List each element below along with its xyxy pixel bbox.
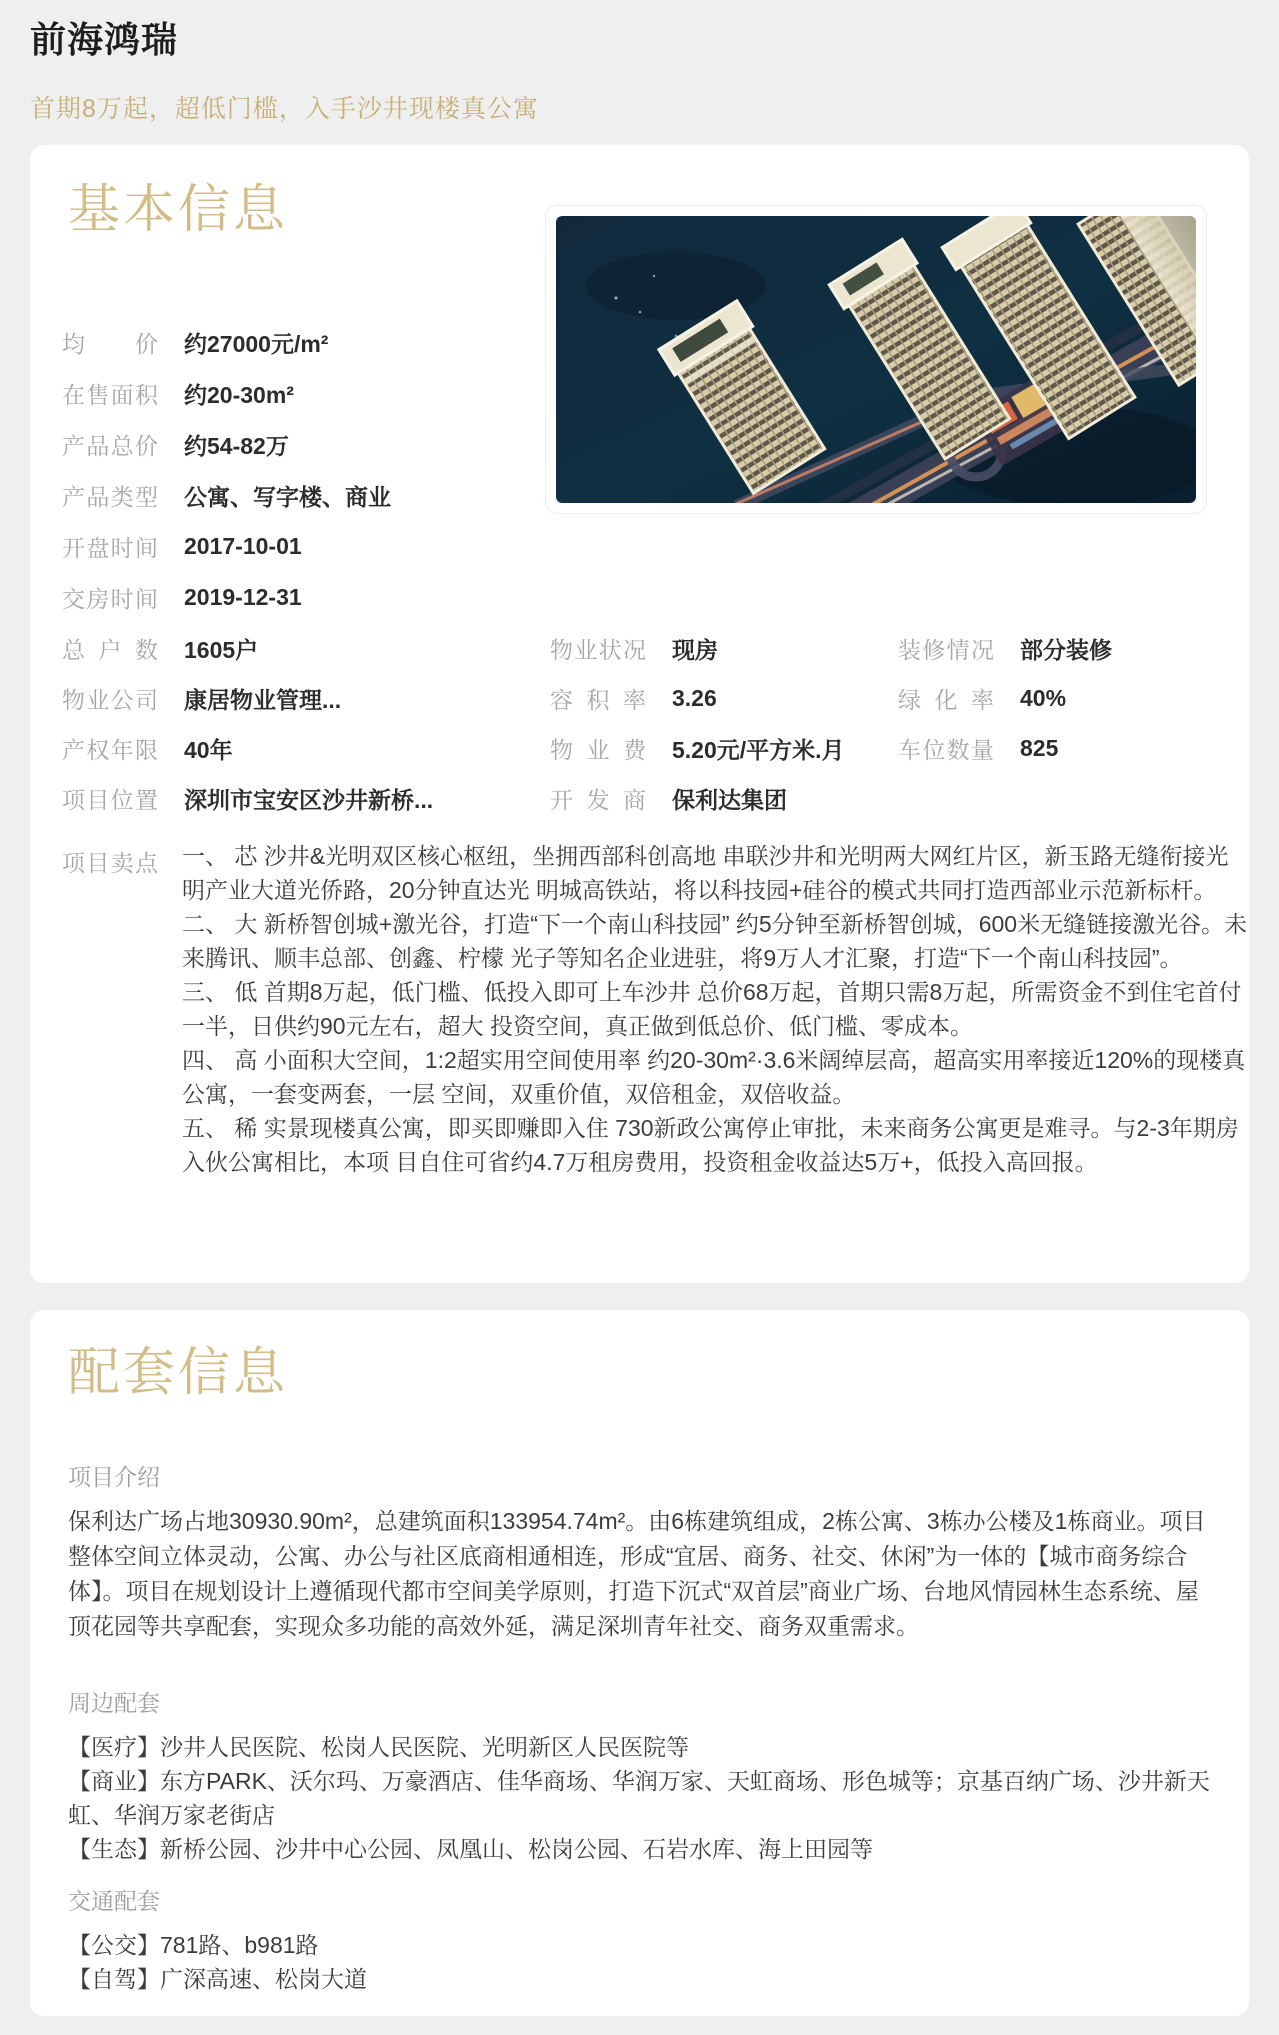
page-subtitle: 首期8万起，超低门槛，入手沙井现楼真公寓 bbox=[30, 95, 539, 123]
info-value: 保利达集团 bbox=[672, 786, 787, 813]
info-cell-developer bbox=[550, 782, 898, 815]
info-row-product-type bbox=[62, 470, 548, 521]
info-label: 绿化率 bbox=[898, 686, 994, 713]
info-cell-households bbox=[62, 632, 550, 665]
info-value: 约20-30m² bbox=[184, 382, 294, 408]
project-intro-text: 保利达广场占地30930.90m²，总建筑面积133954.74m²。由6栋建筑组成，2栋公寓、3栋办公楼及1栋商业。项目整体空间立体灵动，公寓、办公与社区底商相通相连，形成“宜居、商务、社交、休闲”为一体的【城市商务综合体】。项目在规划设计上遵循现代都市空间美学原则，打造下沉式“双首层”商业广场、台地风情园林生态系统、屋顶花园等共享配套，实现众多功能的高效外延，满足深圳青年社交、商务双重需求。 bbox=[68, 1507, 1206, 1639]
property-photo-rendering bbox=[556, 216, 1196, 503]
property-photo[interactable] bbox=[545, 205, 1207, 514]
info-value: 2017-10-01 bbox=[184, 533, 302, 559]
basic-info-list bbox=[62, 317, 548, 623]
info-label: 均价 bbox=[62, 331, 158, 357]
basic-info-card bbox=[30, 145, 1249, 1283]
info-label: 容积率 bbox=[550, 686, 646, 713]
info-value: 40年 bbox=[184, 736, 233, 763]
info-value: 现房 bbox=[672, 636, 718, 663]
info-label: 物业状况 bbox=[550, 636, 646, 663]
info-cell-plot-ratio bbox=[550, 682, 898, 715]
transport-list bbox=[68, 1928, 1211, 1996]
info-cell-property-company bbox=[62, 682, 550, 715]
info-row-opening-date bbox=[62, 521, 548, 572]
surroundings-commercial: 【商业】东方PARK、沃尔玛、万豪酒店、佳华商场、华润万家、天虹商场、形色城等；京基百纳广场、沙井新天虹、华润万家老街店 bbox=[68, 1767, 1210, 1828]
info-value: 2019-12-31 bbox=[184, 584, 302, 610]
basic-info-grid bbox=[62, 623, 1217, 823]
info-value: 深圳市宝安区沙井新桥... bbox=[184, 786, 434, 813]
transport-drive: 【自驾】广深高速、松岗大道 bbox=[68, 1965, 367, 1992]
info-label: 物业公司 bbox=[62, 686, 158, 713]
info-label: 物业费 bbox=[550, 736, 646, 763]
info-label: 总户数 bbox=[62, 636, 158, 663]
facility-info-card bbox=[30, 1310, 1249, 2016]
info-label: 产权年限 bbox=[62, 736, 158, 763]
info-label: 开发商 bbox=[550, 786, 646, 813]
info-label: 产品类型 bbox=[62, 484, 158, 510]
info-cell-parking bbox=[898, 732, 1217, 765]
info-value: 康居物业管理... bbox=[184, 686, 342, 713]
selling-point-1: 一、 芯 沙井&光明双区核心枢纽，坐拥西部科创高地 串联沙井和光明两大网红片区，新玉路无缝衔接光明产业大道光侨路，20分钟直达光 明城高铁站，将以科技园+硅谷的模式共同打造西部业示范新标杆。 bbox=[182, 843, 1229, 903]
info-cell-property-fee bbox=[550, 732, 898, 765]
info-value: 约54-82万 bbox=[184, 433, 289, 459]
info-value: 5.20元/平方米.月 bbox=[672, 736, 845, 763]
info-label: 交房时间 bbox=[62, 586, 158, 612]
surroundings-label: 周边配套 bbox=[68, 1689, 160, 1716]
info-cell-greening-rate bbox=[898, 682, 1217, 715]
surroundings-ecology: 【生态】新桥公园、沙井中心公园、凤凰山、松岗公园、石岩水库、海上田园等 bbox=[68, 1835, 873, 1862]
selling-point-5: 五、 稀 实景现楼真公寓，即买即赚即入住 730新政公寓停止审批，未来商务公寓更是难寻。与2-3年期房入伙公寓相比，本项 目自住可省约4.7万租房费用，投资租金收益达5万+，低投入高回报。 bbox=[182, 1115, 1239, 1175]
selling-point-3: 三、 低 首期8万起，低门槛、低投入即可上车沙井 总价68万起，首期只需8万起，所需资金不到住宅首付一半，日供约90元左右，超大 投资空间，真正做到低总价、低门槛、零成本。 bbox=[182, 979, 1242, 1039]
facility-info-section-title: 配套信息 bbox=[68, 1344, 289, 1402]
basic-info-section-title: 基本信息 bbox=[68, 181, 289, 239]
info-label: 开盘时间 bbox=[62, 535, 158, 561]
info-cell-property-status bbox=[550, 632, 898, 665]
project-intro-label: 项目介绍 bbox=[68, 1463, 160, 1490]
info-row-area bbox=[62, 368, 548, 419]
info-label: 装修情况 bbox=[898, 636, 994, 663]
info-value: 公寓、写字楼、商业 bbox=[184, 484, 391, 510]
info-row-total-price bbox=[62, 419, 548, 470]
info-label: 项目位置 bbox=[62, 786, 158, 813]
info-cell-tenure bbox=[62, 732, 550, 765]
selling-point-2: 二、 大 新桥智创城+激光谷，打造“下一个南山科技园” 约5分钟至新桥智创城，600米无缝链接激光谷。未来腾讯、顺丰总部、创鑫、柠檬 光子等知名企业进驻，将9万人才汇聚，打造“下一个南山科技园”。 bbox=[182, 911, 1248, 971]
info-row-delivery-date bbox=[62, 572, 548, 623]
info-value: 约27000元/m² bbox=[184, 331, 329, 357]
page-header bbox=[30, 12, 1249, 125]
info-value: 3.26 bbox=[672, 684, 717, 711]
info-row-avg-price bbox=[62, 317, 548, 368]
surroundings-medical: 【医疗】沙井人民医院、松岗人民医院、光明新区人民医院等 bbox=[68, 1733, 689, 1760]
info-value: 40% bbox=[1020, 684, 1067, 711]
selling-point-4: 四、 高 小面积大空间，1:2超实用空间使用率 约20-30m²·3.6米阔绰层高，超高实用率接近120%的现楼真公寓，一套变两套，一层 空间，双重价值，双倍租金，双倍收益。 bbox=[182, 1047, 1246, 1107]
transport-label: 交通配套 bbox=[68, 1887, 160, 1914]
info-value: 1605户 bbox=[184, 636, 259, 663]
info-cell-location bbox=[62, 782, 550, 815]
info-value: 825 bbox=[1020, 734, 1059, 761]
surroundings-list bbox=[68, 1730, 1211, 1866]
info-cell-decoration bbox=[898, 632, 1217, 665]
info-label: 在售面积 bbox=[62, 382, 158, 408]
info-label: 车位数量 bbox=[898, 736, 994, 763]
transport-bus: 【公交】781路、b981路 bbox=[68, 1931, 319, 1958]
selling-points-label: 项目卖点 bbox=[62, 850, 158, 876]
info-label: 产品总价 bbox=[62, 433, 158, 459]
info-value: 部分装修 bbox=[1020, 636, 1112, 663]
selling-points-text bbox=[182, 839, 1248, 1179]
page-title: 前海鸿瑞 bbox=[30, 19, 179, 60]
